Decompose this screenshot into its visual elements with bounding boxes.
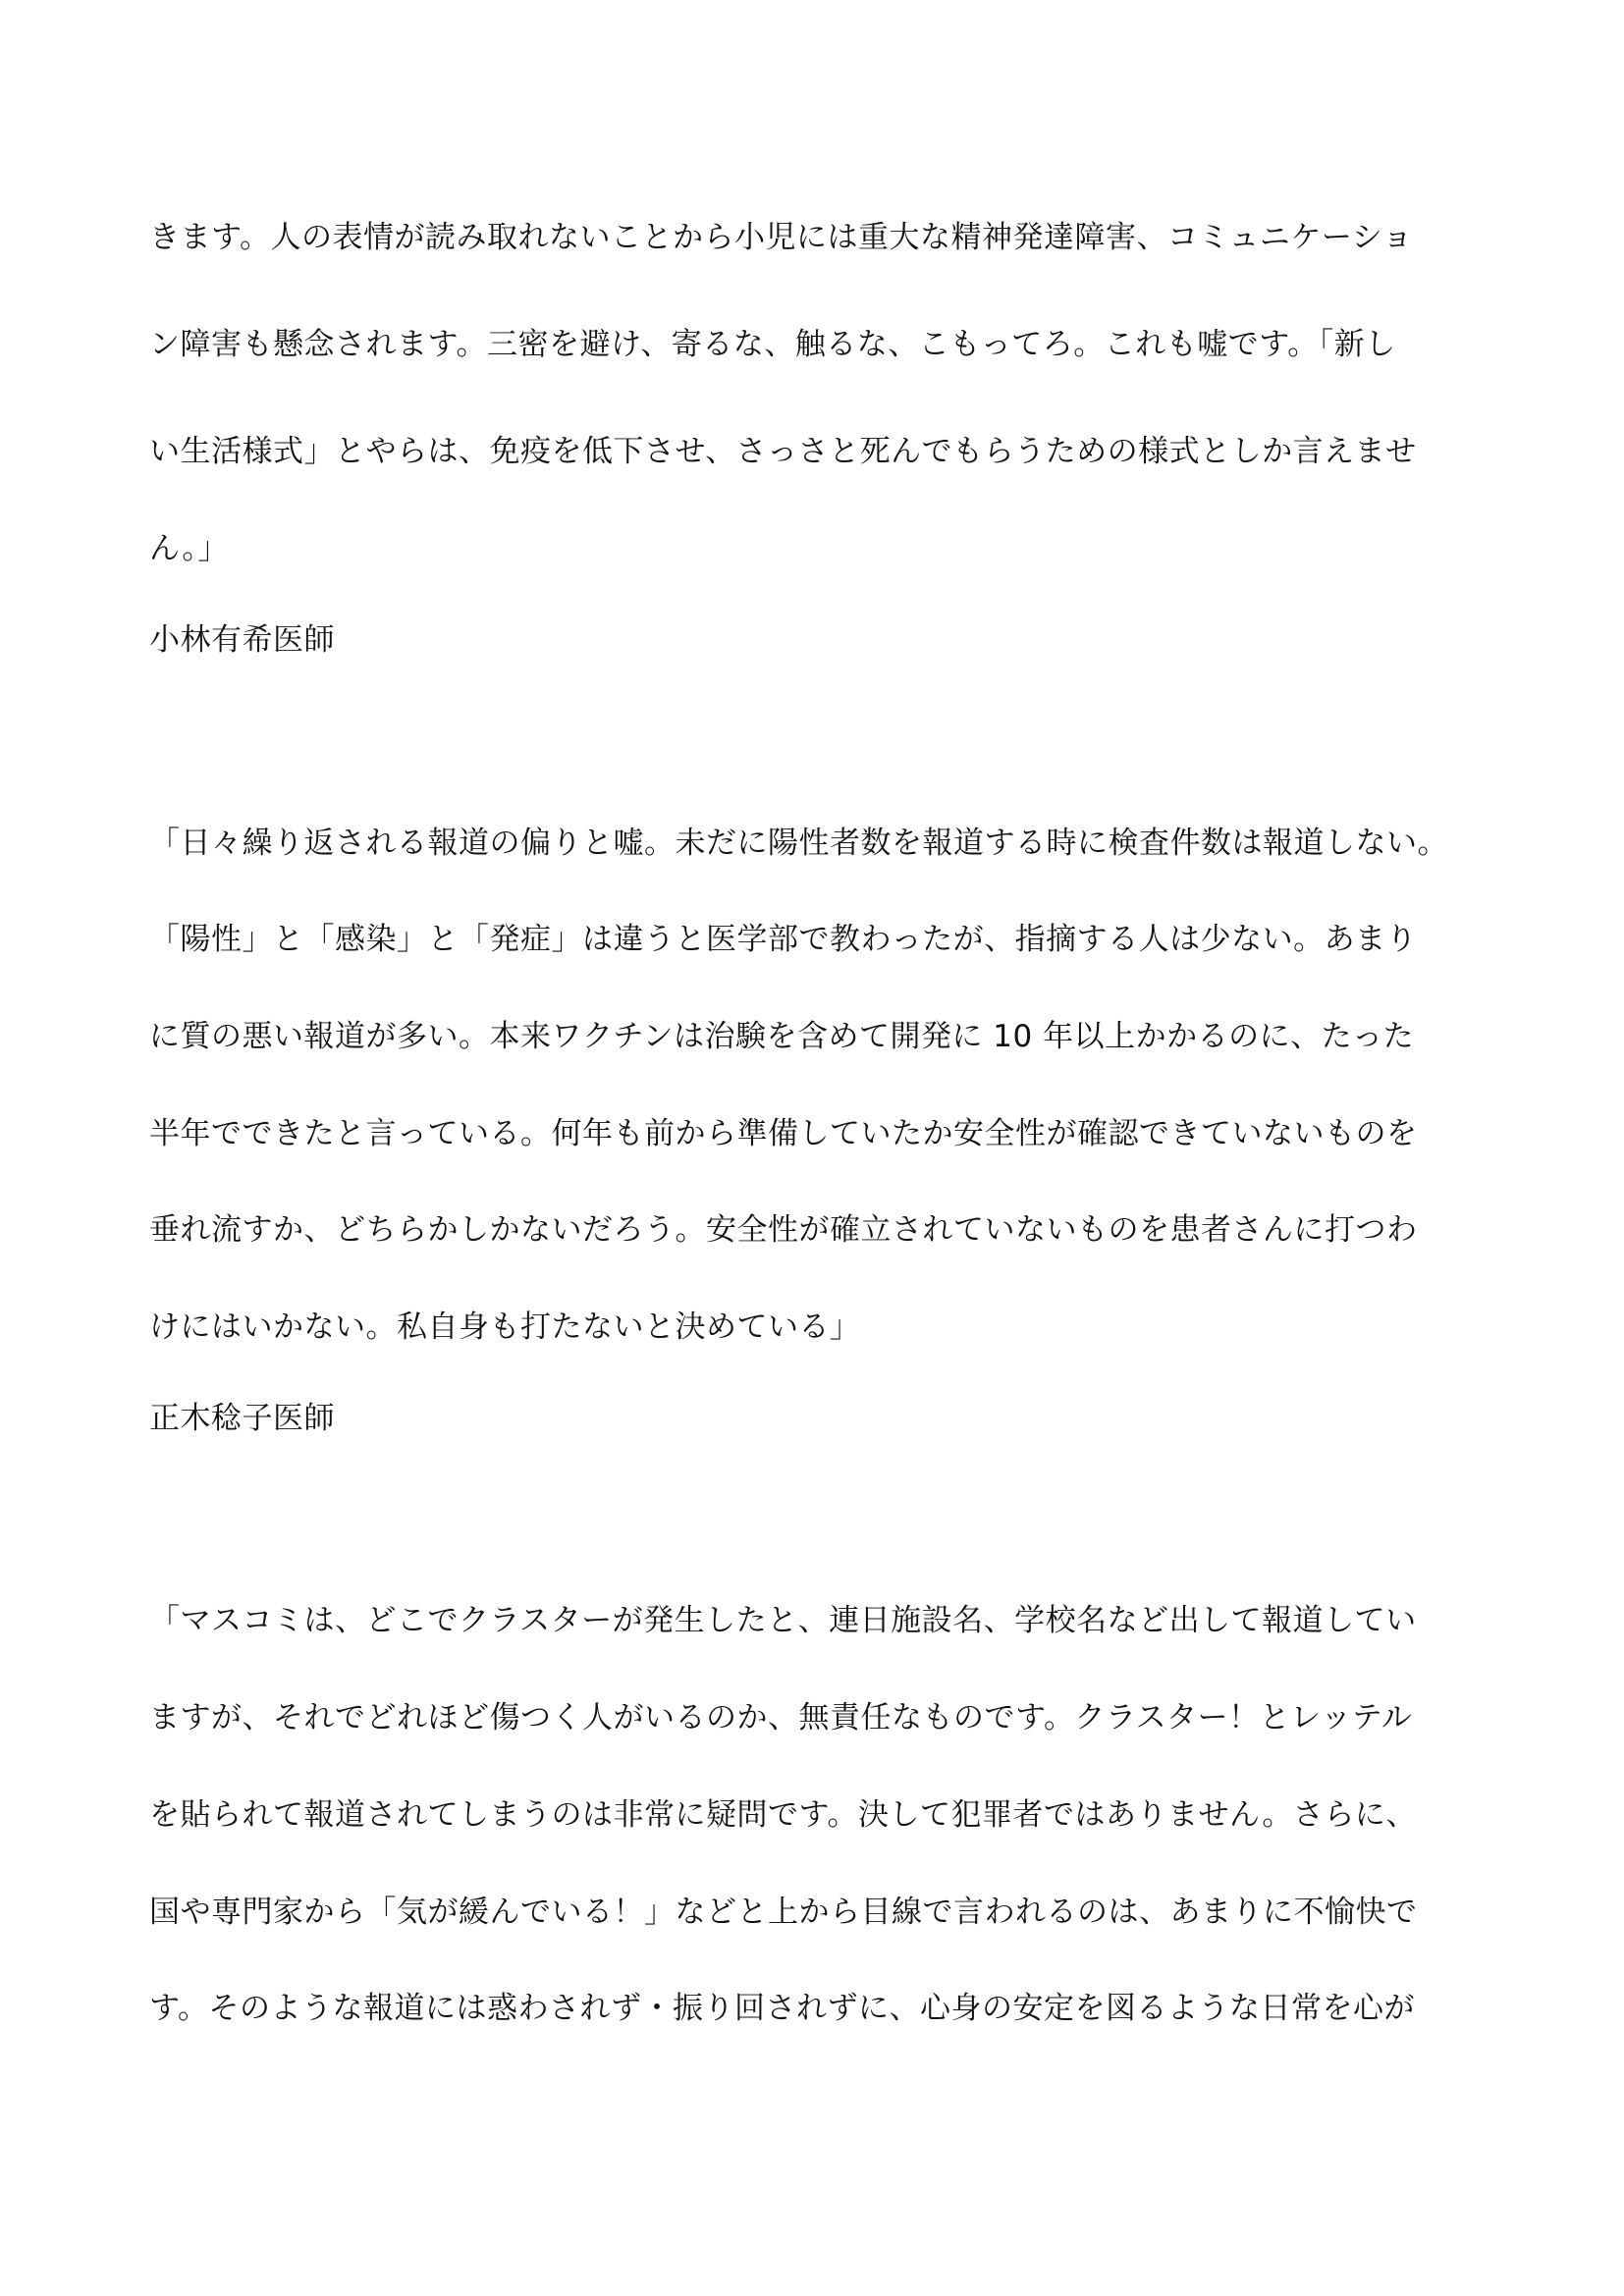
text-line: 「マスコミは、どこでクラスターが発生したと、連日施設名、学校名など出して報道してい: [149, 1603, 1417, 1638]
text-line: を貼られて報道されてしまうのは非常に疑問です。決して犯罪者ではありません。さらに、: [149, 1797, 1417, 1833]
text-line: 国や専門家から「気が緩んでいる！」などと上から目線で言われるのは、あまりに不愉快で: [149, 1895, 1418, 1930]
text-line: に質の悪い報道が多い。本来ワクチンは治験を含めて開発に 10 年以上かかるのに、たった: [149, 1019, 1415, 1054]
text-line: す。そのような報道には惑わされず・振り回されずに、心身の安定を図るような日常を心が: [149, 1991, 1416, 2026]
text-line: きます。人の表情が読み取れないことから小児には重大な精神発達障害、コミュニケーショ: [149, 220, 1414, 255]
text-line: 「日々繰り返される報道の偏りと嘘。未だに陽性者数を報道する時に検査件数は報道しない。: [149, 826, 1448, 861]
text-line: けにはいかない。私自身も打たないと決めている」: [149, 1309, 861, 1345]
text-line: ますが、それでどれほど傷つく人がいるのか、無責任なものです。クラスター！とレッテル: [149, 1700, 1413, 1735]
signature-line: 小林有希医師: [149, 622, 335, 658]
text-line: 半年でできたと言っている。何年も前から準備していたか安全性が確認できていないものを: [149, 1116, 1418, 1151]
text-line: ン障害も懸念されます。三密を避け、寄るな、触るな、こもってろ。これも嘘です。「新し: [149, 327, 1396, 362]
text-line: 「陽性」と「感染」と「発症」は違うと医学部で教わったが、指摘する人は少ない。あまり: [149, 922, 1418, 957]
text-line: い生活様式」とやらは、免疫を低下させ、さっさと死んでもらうための様式としか言えませ: [149, 434, 1417, 469]
text-line: ん。」: [149, 531, 229, 566]
signature-line: 正木稔子医師: [149, 1401, 335, 1436]
text-line: 垂れ流すか、どちらかしかないだろう。安全性が確立されていないものを患者さんに打つわ: [149, 1212, 1418, 1248]
